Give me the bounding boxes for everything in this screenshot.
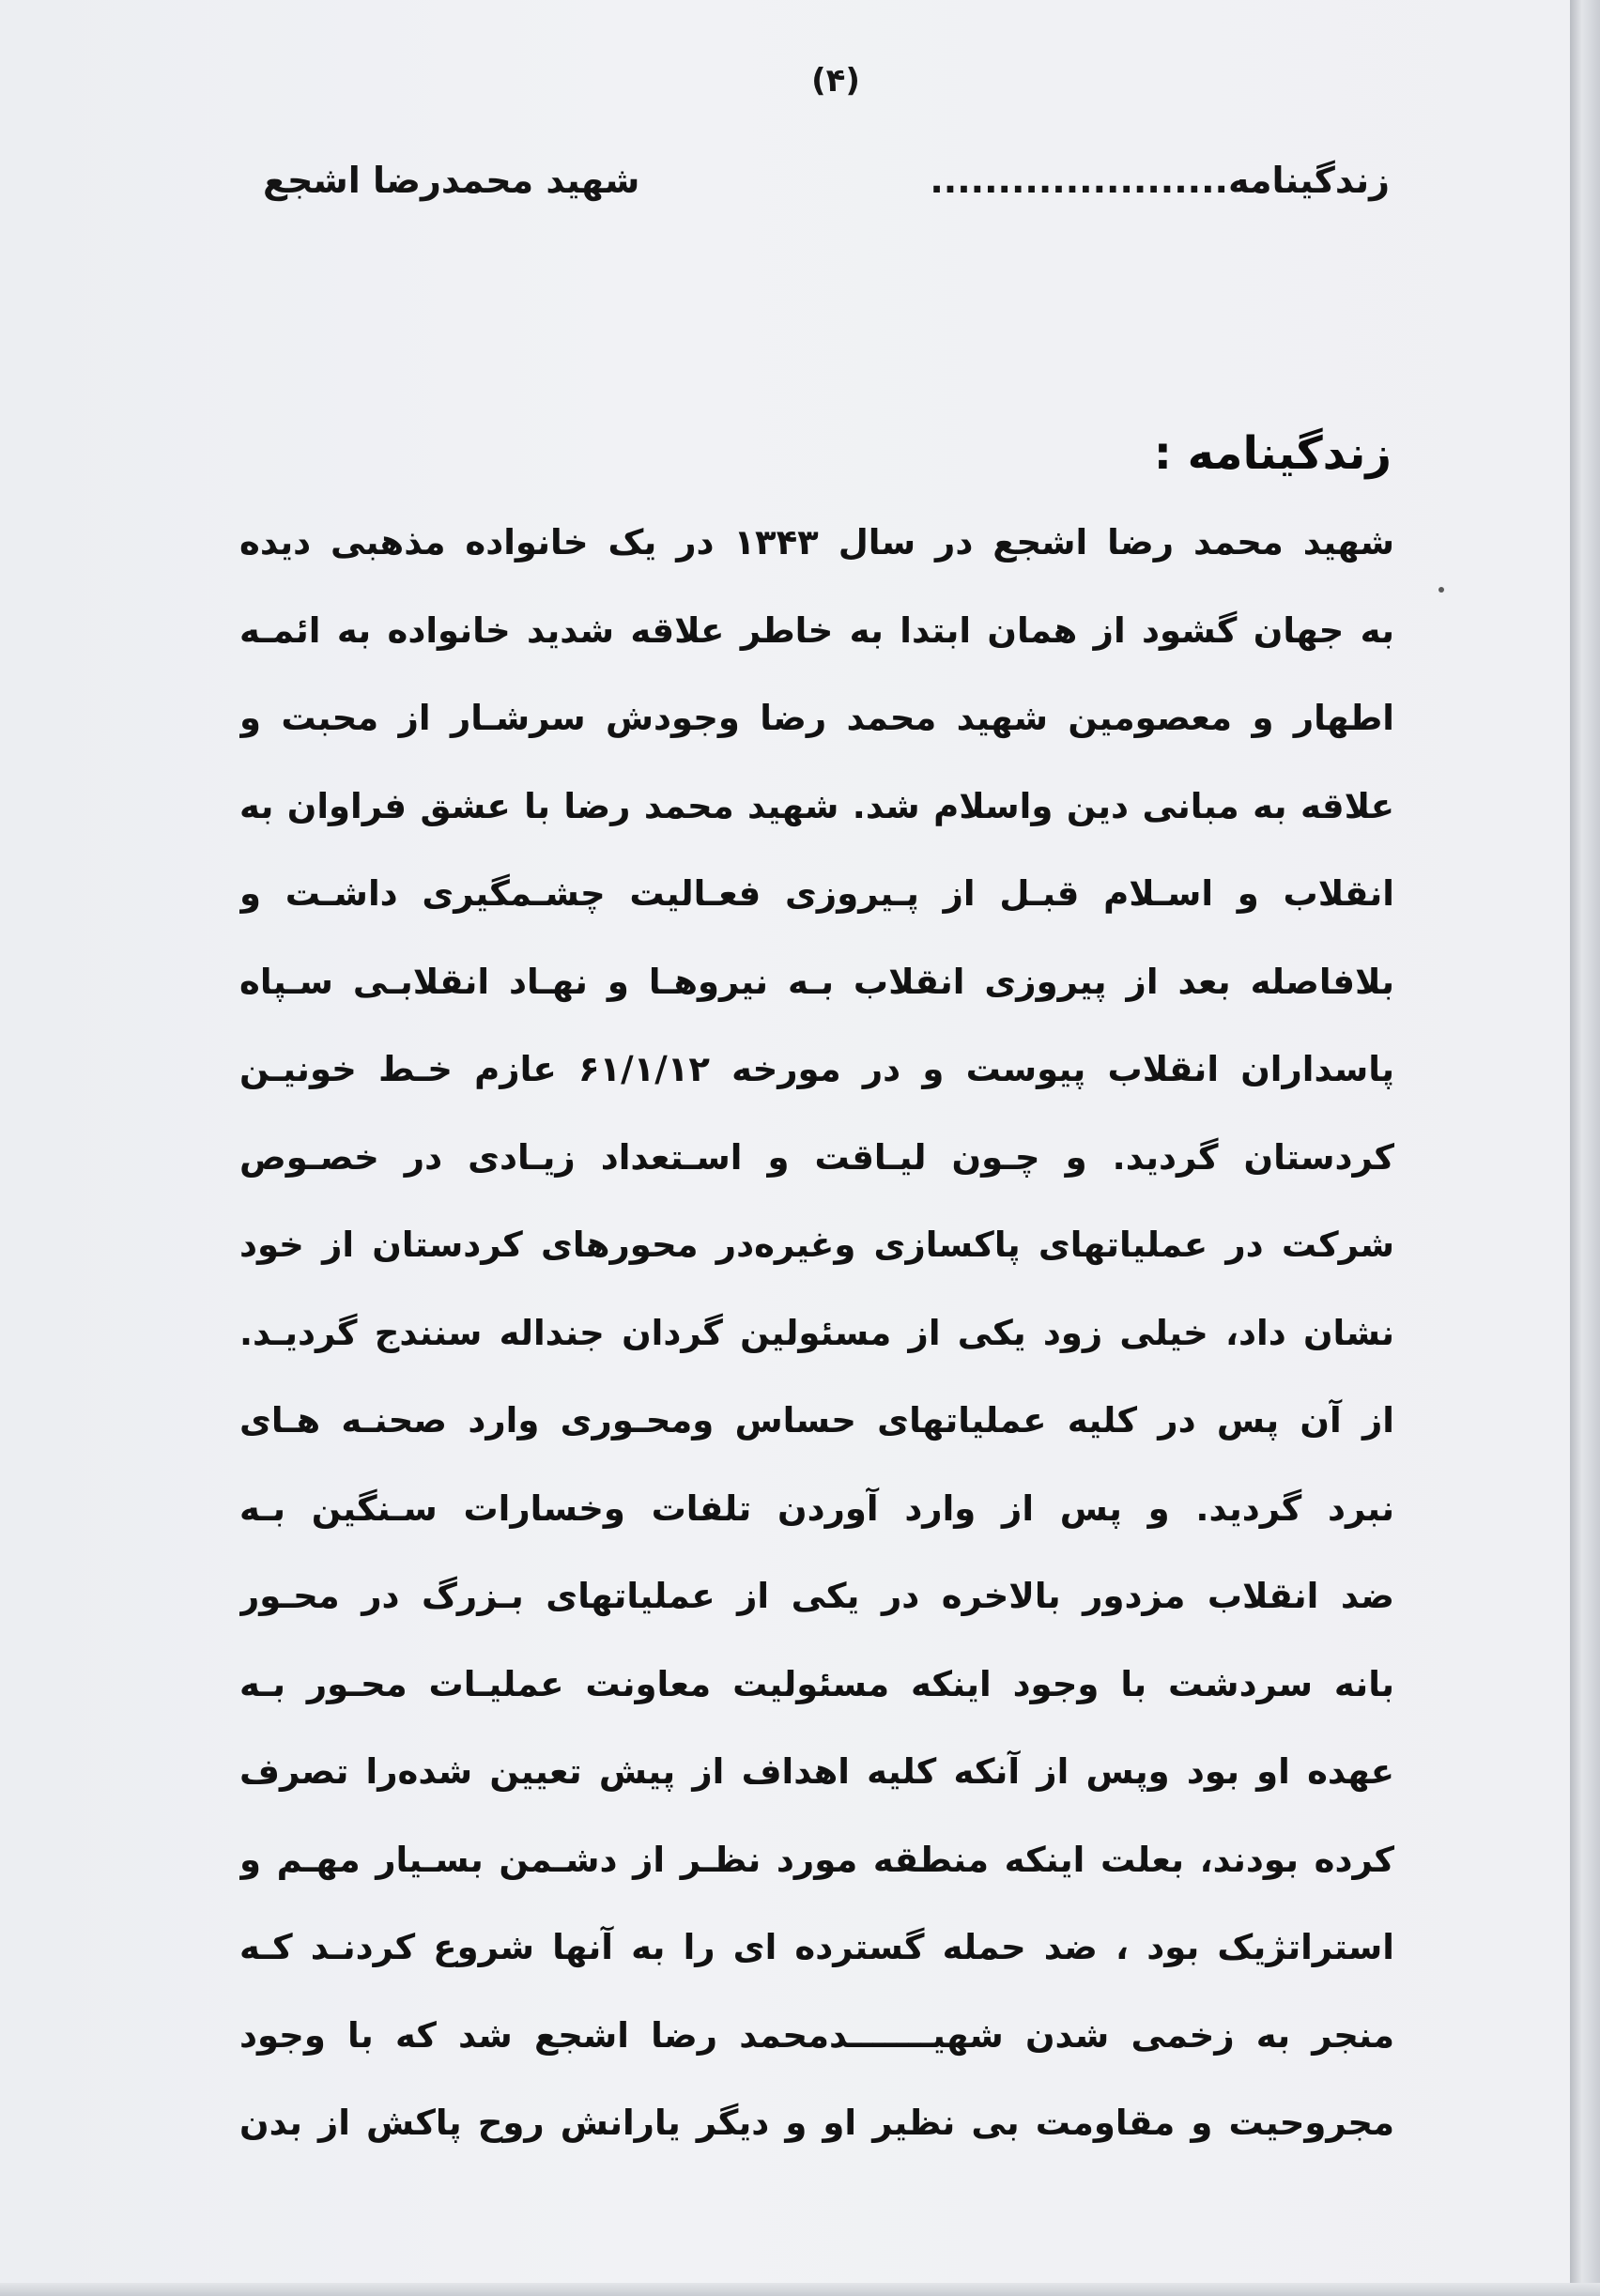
body-line: نشان داد، خیلی زود یکی از مسئولین گردان جنداله سنندج گردیـد.: [239, 1312, 1394, 1353]
body-line: بلافاصله بعد از پیروزی انقلاب بـه نیروهـا و نهـاد انقلابـی سـپاه: [239, 961, 1394, 1002]
ink-speck: [1438, 587, 1444, 593]
body-line: عهده او بود وپس از آنکه کلیه اهداف از پیش تعیین شده‌را تصرف: [239, 1751, 1394, 1792]
section-heading: زندگینامه :: [1153, 427, 1392, 480]
body-line: استراتژیک بود ، ضد حمله گسترده ای را به آنها شروع کردنـد کـه: [239, 1927, 1394, 1967]
body-line: بانه سردشت با وجود اینکه مسئولیت معاونت عملیـات محـور بـه: [239, 1663, 1394, 1704]
body-line: انقلاب و اسـلام قبـل از پـیروزی فعـالیت چشـمگیری داشـت و: [239, 873, 1394, 914]
body-line: نبرد گردید. و پس از وارد آوردن تلفات وخسارات سـنگین بـه: [239, 1487, 1394, 1529]
body-line: کرده بودند، بعلت اینکه منطقه مورد نظـر از دشـمن بسـیار مهـم و: [239, 1839, 1394, 1880]
body-line: مجروحیت و مقاومت بی نظیر او و دیگر یارانش روح پاکش از بدن: [239, 2103, 1394, 2143]
header-subject-name: شهید محمدرضا اشجع: [263, 160, 640, 201]
body-line: شرکت در عملیاتهای پاکسازی وغیره‌در محورهای کردستان از خود: [239, 1225, 1394, 1265]
header-section-label: زندگینامه......................: [930, 160, 1390, 201]
body-line: پاسداران انقلاب پیوست و در مورخه ۶۱/۱/۱۲ عازم خـط خونیـن: [239, 1049, 1394, 1089]
page-number: (۴): [811, 62, 860, 100]
body-line: ضد انقلاب مزدور بالاخره در یکی از عملیاتهای بـزرگ در محـور: [239, 1576, 1394, 1616]
running-header: [263, 160, 1390, 201]
scanner-edge-right: [1570, 0, 1600, 2296]
body-line: کردستان گردید. و چـون لیـاقت و اسـتعداد زیـادی در خصـوص: [239, 1136, 1394, 1178]
biography-body: [239, 507, 1394, 2176]
body-line: به جهان گشود از همان ابتدا به خاطر علاقه شدید خانواده به ائمـه: [239, 609, 1394, 651]
scanner-edge-bottom: [0, 2283, 1600, 2296]
body-line: از آن پس در کلیه عملیاتهای حساس ومحـوری وارد صحنـه هـای: [239, 1400, 1394, 1441]
body-line: اطهار و معصومین شهید محمد رضا وجودش سرشـار از محبت و: [239, 698, 1394, 738]
body-line: علاقه به مبانی دین واسلام شد. شهید محمد رضا با عشق فراوان به: [239, 785, 1394, 826]
body-line: شهید محمد رضا اشجع در سال ۱۳۴۳ در یک خانواده مذهبی دیده: [239, 522, 1394, 562]
body-line: منجر به زخمی شدن شهیـــــــدمحمد رضا اشجع شد که با وجود: [239, 2014, 1394, 2056]
